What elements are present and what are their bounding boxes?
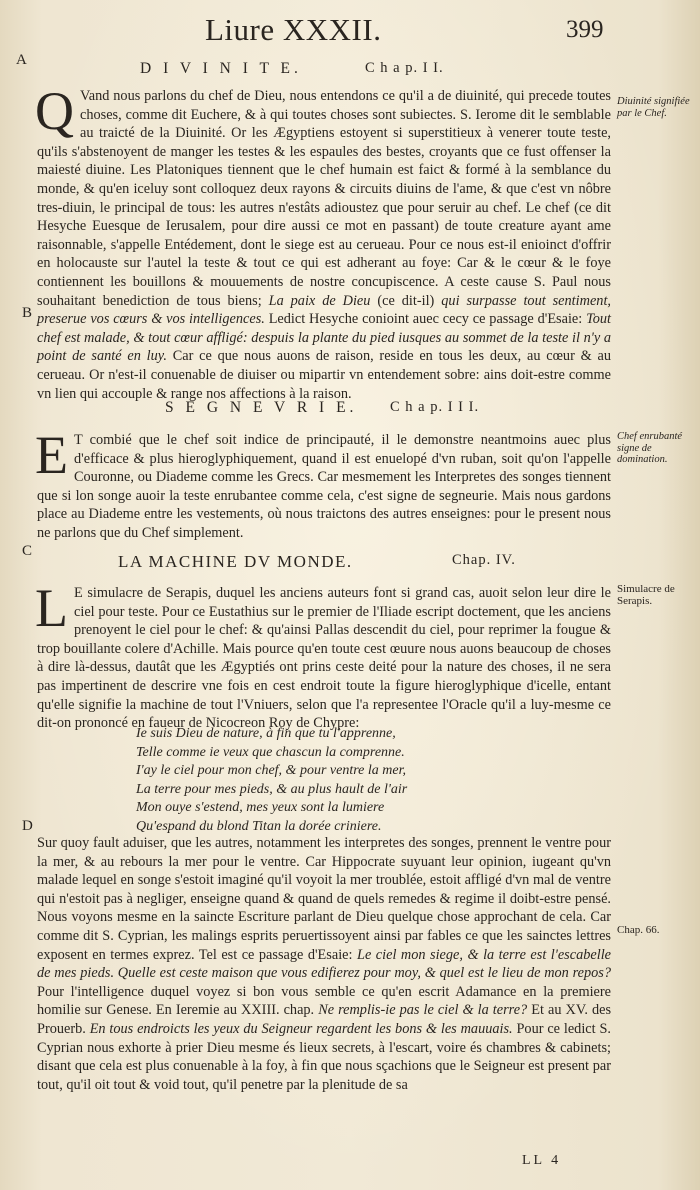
marginal-note: Diuinité signifiée par le Chef.	[617, 96, 690, 119]
margin-letter-c: C	[22, 543, 33, 559]
verse-line: Ie suis Dieu de nature, à fin que tu l'apprenne,	[136, 726, 396, 741]
marginal-note: Chef enrubanté signe de domination.	[617, 431, 683, 465]
page-number: 399	[566, 16, 604, 43]
running-title: Liure XXXII.	[205, 12, 382, 47]
chapter-heading-machine	[0, 552, 700, 574]
verse-line: La terre pour mes pieds, & au plus hault de l'air	[136, 781, 408, 797]
drop-cap: E	[35, 425, 68, 485]
chapter-text-segneurie: E T combié que le chef soit indice de principauté, il le demonstre neantmoins auec plus d'efficace & plus hieroglyphiquement, quand il est enuelopé d'vn ruban, soit qu'on l'appelle Couronne, ou Diademe comme les Grecs. Car mesmement les Interpretes des songes tiennent que si lon songe auoir la teste enrubantee comme cela, c'est signe de segneurie. Mais nous gardons place au Diademe entre les vestements, où nous traictons des autres enseignes: pour le present nous ne parlons que du Chef simplement.	[35, 425, 611, 541]
drop-cap: L	[35, 578, 68, 638]
running-header	[0, 10, 700, 50]
oracle-verse	[136, 725, 596, 837]
chapter-text-divinite: Q Vand nous parlons du chef de Dieu, nous entendons ce qu'il a de diuinité, qui precede toutes choses, comme dit Euchere, & à qui toutes choses sont subiectes. S. Ierome dit le semblable au traicté de la Diuinité. Or les Ægyptiens estoyent si superstitieux à venerer toute teste, qu'ils s'abstenoyent de manger les testes & les espaules des bestes, croyants que ce fust offenser la maiesté diuine. Les Platoniques tiennent que le chef humain est faict & formé à la semblance du monde, & qu'en iceluy sont colloquez deux rayons & circuits diuins de l'ame, & que c'est vn nôbre tres-diuin, le principal de tous: les autres n'estâts adioustez que pour seruir au chef. Le chef (ce dit Hesyche Euesque de Ierusalem, pour dire aussi ce mot en passant) de toute creature ayant ame raisonnable, s'appelle Entédement, dont le siege est au cerueau. Pour ce nous est-il enioinct d'offrir en holocauste sur l'autel la teste & tout ce qui est adherant au foye: Car & le cœur & le foye contiennent les bouillons & mouuements de nostre concupiscence. A ceste cause S. Paul nous souhaitant benediction de tous biens; La paix de Dieu (ce dit-il) qui surpasse tout sentiment, preserue vos cœurs & vos intelligences. Ledict Hesyche conioint auec cecy ce passage d'Esaie: Tout chef est malade, & tout cœur affligé: despuis la plante du pied iusques au sommet de la teste il n'y a point de santé en luy. Car ce que nous auons de raison, reside en tous les deux, au cœur & au cerueau. Or n'est-il conuenable de diuiser ou mipartir vn entendement sobre: ains doit-estre comme vn lien qui accouple & range nos affections à la raison.	[35, 81, 612, 402]
verse-line: I'ay le ciel pour mon chef, & pour ventre la mer,	[136, 763, 406, 779]
verse-line: Mon ouye s'estend, mes yeux sont la lumiere	[136, 800, 385, 816]
margin-letter-d: D	[22, 818, 33, 834]
chapter-number: C h a p. I I I.	[390, 399, 480, 415]
chapter-title: S E G N E V R I E.	[165, 399, 358, 416]
margin-letter-a: A	[16, 52, 27, 68]
verse-line: Qu'espand du blond Titan la dorée criniere.	[136, 818, 382, 834]
marginal-note: Chap. 66.	[617, 924, 660, 936]
drop-cap: Q	[35, 81, 74, 141]
signature-mark: LL 4	[522, 1153, 562, 1168]
chapter-number: Chap. IV.	[452, 552, 516, 568]
chapter-number: C h a p. I I.	[365, 60, 444, 76]
margin-letter-b: B	[22, 305, 33, 321]
chapter-text-machine-continued: Sur quoy fault aduiser, que les autres, notamment les interpretes des songes, prennent le ventre pour la mer, & au rebours la mer pour le ventre. Car Hippocrate suyuant leur opinion, iugeant qu'vn malade lequel en songe s'estoit imaginé qu'il voyoit la mer troublée, estoit affligé d'vn mal de ventre qui n'estoit pas à negliger, enseigne quand & quand de quels remedes & regime il doibt-estre pensé. Nous voyons mesme en la saincte Escriture parlant de Dieu quelque chose approchant de cela. Car comme dit S. Cyprian, les malings esprits peruertissoyent ainsi par fables ce que les sainctes lettres exposent en termes exprez. Tel est ce passage d'Esaie: Le ciel mon siege, & la terre est l'escabelle de mes pieds. Quelle est ceste maison que vous edifierez pour moy, & quel est le lieu de mon repos? Pour l'intelligence duquel voyez si bon vous semble ce qu'en escrit Adamance en la premiere homilie sur Genese. En Ieremie au XXIII. chap. Ne remplis-ie pas le ciel & la terre? Et au XV. des Prouerb. En tous endroicts les yeux du Seigneur regardent les bons & les mauuais. Pour ce ledict S. Cyprian nous exhorte à prier Dieu mesme és lieux secrets, à l'escart, voire és chambres & cabinets; disant que cela est plus conuenable à la foy, à fin que nous sçachions que le Seigneur est present par tout, qu'il oit tout & void tout, qu'il penetre par la plenitude de sa	[37, 835, 612, 1093]
chapter-title: LA MACHINE DV MONDE.	[118, 552, 353, 571]
chapter-heading-segneurie	[0, 399, 700, 421]
verse-line: Telle comme ie veux que chascun la comprenne.	[136, 744, 405, 760]
chapter-heading-divinite	[0, 60, 700, 82]
chapter-title: D I V I N I T E.	[140, 60, 302, 77]
chapter-text-machine: L E simulacre de Serapis, duquel les anciens auteurs font si grand cas, auoit selon leur dire le ciel pour teste. Pour ce Eustathius sur le premier de l'Iliade escript doctement, que les anciens prenoyent le ciel pour le chef: & qu'ainsi Pallas descendit du ciel, pour reprimer la fougue & trop bouillante colere d'Achille. Mais pource qu'en toute cest œuure nous auons beaucoup de choses à dire là-dessus, dautât que les Ægyptiés ont prins ceste deité pour la nature des choses, il ne sera pas impertinent de descrire vne fois en cest endroit toute la figure hieroglyphique d'icelle, entant qu'elle signifie la machine de tout l'Vniuers, selon que l'a representee l'Oracle qu'il a luy-mesme ce dit-on prononcé en faueur de Nicocreon Roy de Chypre:	[35, 578, 611, 732]
marginal-note: Simulacre de Serapis.	[617, 583, 675, 607]
